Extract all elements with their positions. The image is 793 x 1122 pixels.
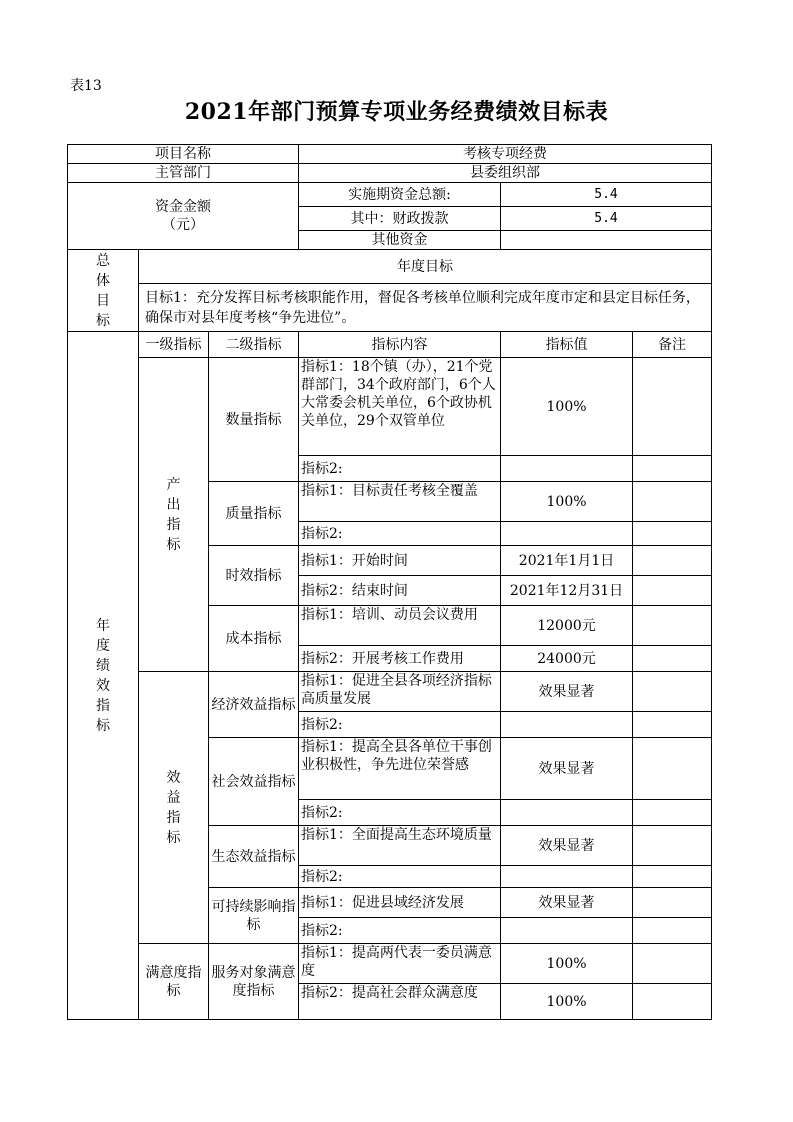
level2-label: 经济效益指标 bbox=[209, 672, 299, 738]
indicator-value bbox=[501, 800, 633, 826]
indicator-content: 指标1：培训、动员会议费用 bbox=[299, 606, 501, 646]
col-note: 备注 bbox=[633, 332, 712, 358]
indicator-content: 指标1：提高两代表一委员满意度 bbox=[299, 944, 501, 984]
indicator-content: 指标1：目标责任考核全覆盖 bbox=[299, 482, 501, 522]
indicator-content: 指标2: bbox=[299, 918, 501, 944]
annual-goal-text: 目标1：充分发挥目标考核职能作用，督促各考核单位顺利完成年度市定和县定目标任务，确保市对县年度考核“争先进位”。 bbox=[139, 284, 712, 332]
indicator-content: 指标1：开始时间 bbox=[299, 546, 501, 576]
indicator-content: 指标1：促进县域经济发展 bbox=[299, 888, 501, 918]
level2-label: 时效指标 bbox=[209, 546, 299, 606]
performance-target-table bbox=[67, 144, 712, 1020]
indicator-value: 100% bbox=[501, 358, 633, 456]
col-level1: 一级指标 bbox=[139, 332, 209, 358]
col-value: 指标值 bbox=[501, 332, 633, 358]
funds-label: 资金金额 （元） bbox=[68, 183, 299, 250]
indicator-content: 指标2: bbox=[299, 456, 501, 482]
indicator-note bbox=[633, 918, 712, 944]
indicator-content: 指标2：提高社会群众满意度 bbox=[299, 984, 501, 1020]
page-title: 2021年部门预算专项业务经费绩效目标表 bbox=[184, 99, 609, 125]
indicator-note bbox=[633, 646, 712, 672]
indicator-value: 2021年12月31日 bbox=[501, 576, 633, 606]
indicator-value: 12000元 bbox=[501, 606, 633, 646]
indicator-value: 100% bbox=[501, 984, 633, 1020]
indicator-content: 指标2：开展考核工作费用 bbox=[299, 646, 501, 672]
indicator-note bbox=[633, 800, 712, 826]
fiscal-funds-value: 5.4 bbox=[501, 207, 712, 231]
indicator-value bbox=[501, 918, 633, 944]
indicator-note bbox=[633, 738, 712, 800]
level2-label: 质量指标 bbox=[209, 482, 299, 546]
indicator-value: 100% bbox=[501, 944, 633, 984]
indicator-value bbox=[501, 522, 633, 546]
indicator-note bbox=[633, 984, 712, 1020]
indicator-note bbox=[633, 358, 712, 456]
indicator-note bbox=[633, 944, 712, 984]
benefit-indicators-label: 效益指标 bbox=[139, 672, 209, 944]
level2-label: 可持续影响指标 bbox=[209, 888, 299, 944]
total-funds-value: 5.4 bbox=[501, 183, 712, 207]
indicator-note bbox=[633, 866, 712, 888]
col-level2: 二级指标 bbox=[209, 332, 299, 358]
indicator-content: 指标2：结束时间 bbox=[299, 576, 501, 606]
indicator-content: 指标1：提高全县各单位干事创业积极性，争先进位荣誉感 bbox=[299, 738, 501, 800]
level2-label: 数量指标 bbox=[209, 358, 299, 482]
annual-goal-label: 年度目标 bbox=[139, 250, 712, 284]
dept-value: 县委组织部 bbox=[299, 164, 712, 183]
indicator-note bbox=[633, 482, 712, 522]
indicator-value bbox=[501, 712, 633, 738]
indicator-value: 效果显著 bbox=[501, 888, 633, 918]
indicator-note bbox=[633, 456, 712, 482]
indicator-value: 效果显著 bbox=[501, 738, 633, 800]
col-content: 指标内容 bbox=[299, 332, 501, 358]
indicator-value: 效果显著 bbox=[501, 826, 633, 866]
indicator-value: 100% bbox=[501, 482, 633, 522]
satisfaction-indicators-label: 满意度指标 bbox=[139, 944, 209, 1020]
indicator-content: 指标1：18个镇（办），21个党群部门，34个政府部门，6个人大常委会机关单位，6个政协机关单位，29个双管单位 bbox=[299, 358, 501, 456]
indicator-note bbox=[633, 826, 712, 866]
level2-label: 生态效益指标 bbox=[209, 826, 299, 888]
indicator-note bbox=[633, 522, 712, 546]
indicator-content: 指标1：促进全县各项经济指标高质量发展 bbox=[299, 672, 501, 712]
level2-label: 成本指标 bbox=[209, 606, 299, 672]
project-name-value: 考核专项经费 bbox=[299, 145, 712, 164]
indicator-value bbox=[501, 866, 633, 888]
overall-goal-label: 总体目标 bbox=[68, 250, 139, 332]
fiscal-funds-label: 其中：财政拨款 bbox=[299, 207, 501, 231]
table-number: 表13 bbox=[70, 78, 102, 94]
indicator-content: 指标2: bbox=[299, 866, 501, 888]
annual-indicators-label: 年度绩效指标 bbox=[68, 332, 139, 1020]
indicator-content: 指标1：全面提高生态环境质量 bbox=[299, 826, 501, 866]
level2-label: 服务对象满意度指标 bbox=[209, 944, 299, 1020]
indicator-content: 指标2: bbox=[299, 522, 501, 546]
indicator-note bbox=[633, 672, 712, 712]
other-funds-value bbox=[501, 231, 712, 250]
indicator-note bbox=[633, 606, 712, 646]
total-funds-label: 实施期资金总额: bbox=[299, 183, 501, 207]
indicator-value: 2021年1月1日 bbox=[501, 546, 633, 576]
indicator-note bbox=[633, 546, 712, 576]
output-indicators-label: 产出指标 bbox=[139, 358, 209, 672]
indicator-note bbox=[633, 576, 712, 606]
indicator-content: 指标2: bbox=[299, 800, 501, 826]
indicator-note bbox=[633, 888, 712, 918]
indicator-value bbox=[501, 456, 633, 482]
indicator-value: 24000元 bbox=[501, 646, 633, 672]
project-name-label: 项目名称 bbox=[68, 145, 299, 164]
indicator-content: 指标2: bbox=[299, 712, 501, 738]
indicator-value: 效果显著 bbox=[501, 672, 633, 712]
other-funds-label: 其他资金 bbox=[299, 231, 501, 250]
indicator-note bbox=[633, 712, 712, 738]
dept-label: 主管部门 bbox=[68, 164, 299, 183]
level2-label: 社会效益指标 bbox=[209, 738, 299, 826]
